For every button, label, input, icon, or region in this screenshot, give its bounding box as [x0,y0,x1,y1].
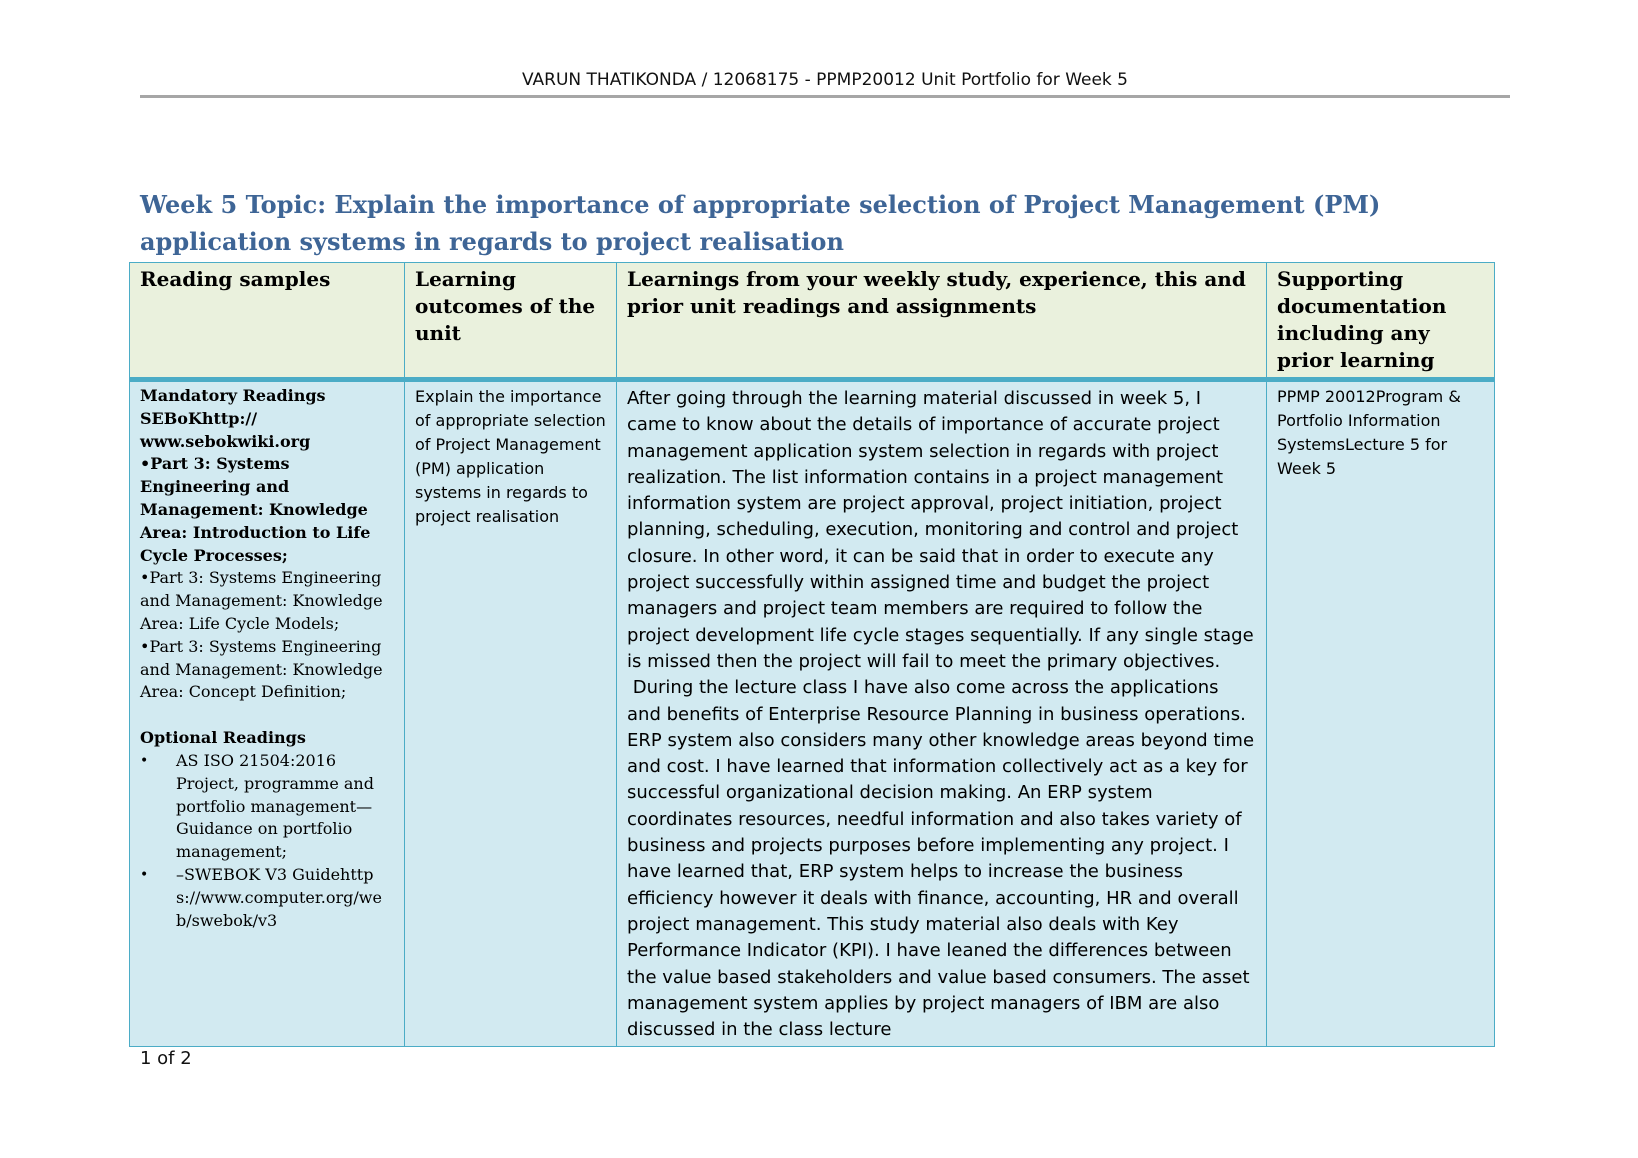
learning-outcome-cell: Explain the importance of appropriate selection of Project Management (PM) application systems in regards to project realisation [405,380,617,1047]
bullet-icon: • [140,752,149,769]
header-reading-samples: Reading samples [130,263,405,380]
page-number: 1 of 2 [140,1048,192,1069]
portfolio-table [129,262,1495,1047]
table-row [130,380,1495,1047]
page-header: VARUN THATIKONDA / 12068175 - PPMP20012 Unit Portfolio for Week 5 [522,70,1128,90]
list-item [140,750,394,864]
optional-readings-list [140,750,394,932]
mandatory-readings-title: Mandatory Readings [140,386,326,405]
bullet-icon: • [140,866,149,883]
learnings-paragraph-2: During the lecture class I have also come across the applications and benefits of Enterprise Resource Planning in business operations. ERP system also considers many other knowledge areas beyond time and cost. I have learned that information collectively act as a key for successful organizational decision making. An ERP system coordinates resources, needful information and also takes variety of business and projects purposes before implementing any project. I have learned that, ERP system helps to increase the business efficiency however it deals with finance, accounting, HR and overall project management. This study material also deals with Key Performance Indicator (KPI). I have leaned the differences between the value based stakeholders and value based consumers. The asset management system applies by project managers of IBM are also discussed in the class lecture [627,677,1260,1041]
optional-reading-iso: AS ISO 21504:2016 Project, programme and portfolio management—Guidance on portfolio management; [176,750,374,862]
learnings-paragraph-1: After going through the learning material discussed in week 5, I came to know about the details of importance of accurate project management application system selection in regards with project realization. The list information contains in a project management information system are project approval, project initiation, project planning, scheduling, execution, monitoring and control and project closure. In other word, it can be said that in order to execute any project successfully within assigned time and budget the project managers and project team members are required to follow the project development life cycle stages sequentially. If any single stage is missed then the project will fail to meet the primary objectives. [627,388,1254,672]
learnings-cell [617,380,1267,1047]
sebok-link: SEBoKhttp:// www.sebokwiki.org [140,408,311,451]
table-header-row [130,263,1495,380]
header-supporting-documentation: Supporting documentation including any prior learning [1267,263,1495,380]
supporting-documentation-cell: PPMP 20012Program & Portfolio Information SystemsLecture 5 for Week 5 [1267,380,1495,1047]
optional-reading-swebok: –SWEBOK V3 Guidehttps://www.computer.org/web/swebok/v3 [176,864,382,930]
header-divider [140,95,1510,98]
optional-readings-title: Optional Readings [140,728,306,748]
reading-part3-intro: •Part 3: Systems Engineering and Management: Knowledge Area: Introduction to Life Cycle Processes; [140,454,371,565]
reading-samples-cell [130,380,405,1047]
header-learnings: Learnings from your weekly study, experience, this and prior unit readings and assignments [617,263,1267,380]
reading-part3-concept: •Part 3: Systems Engineering and Management: Knowledge Area: Concept Definition; [140,636,383,702]
spacer [140,704,394,727]
topic-heading: Week 5 Topic: Explain the importance of appropriate selection of Project Management (PM) application systems in regards to project realisation [140,190,1381,256]
list-item [140,864,394,932]
reading-part3-models: •Part 3: Systems Engineering and Management: Knowledge Area: Life Cycle Models; [140,568,383,633]
header-learning-outcomes: Learning outcomes of the unit [405,263,617,380]
